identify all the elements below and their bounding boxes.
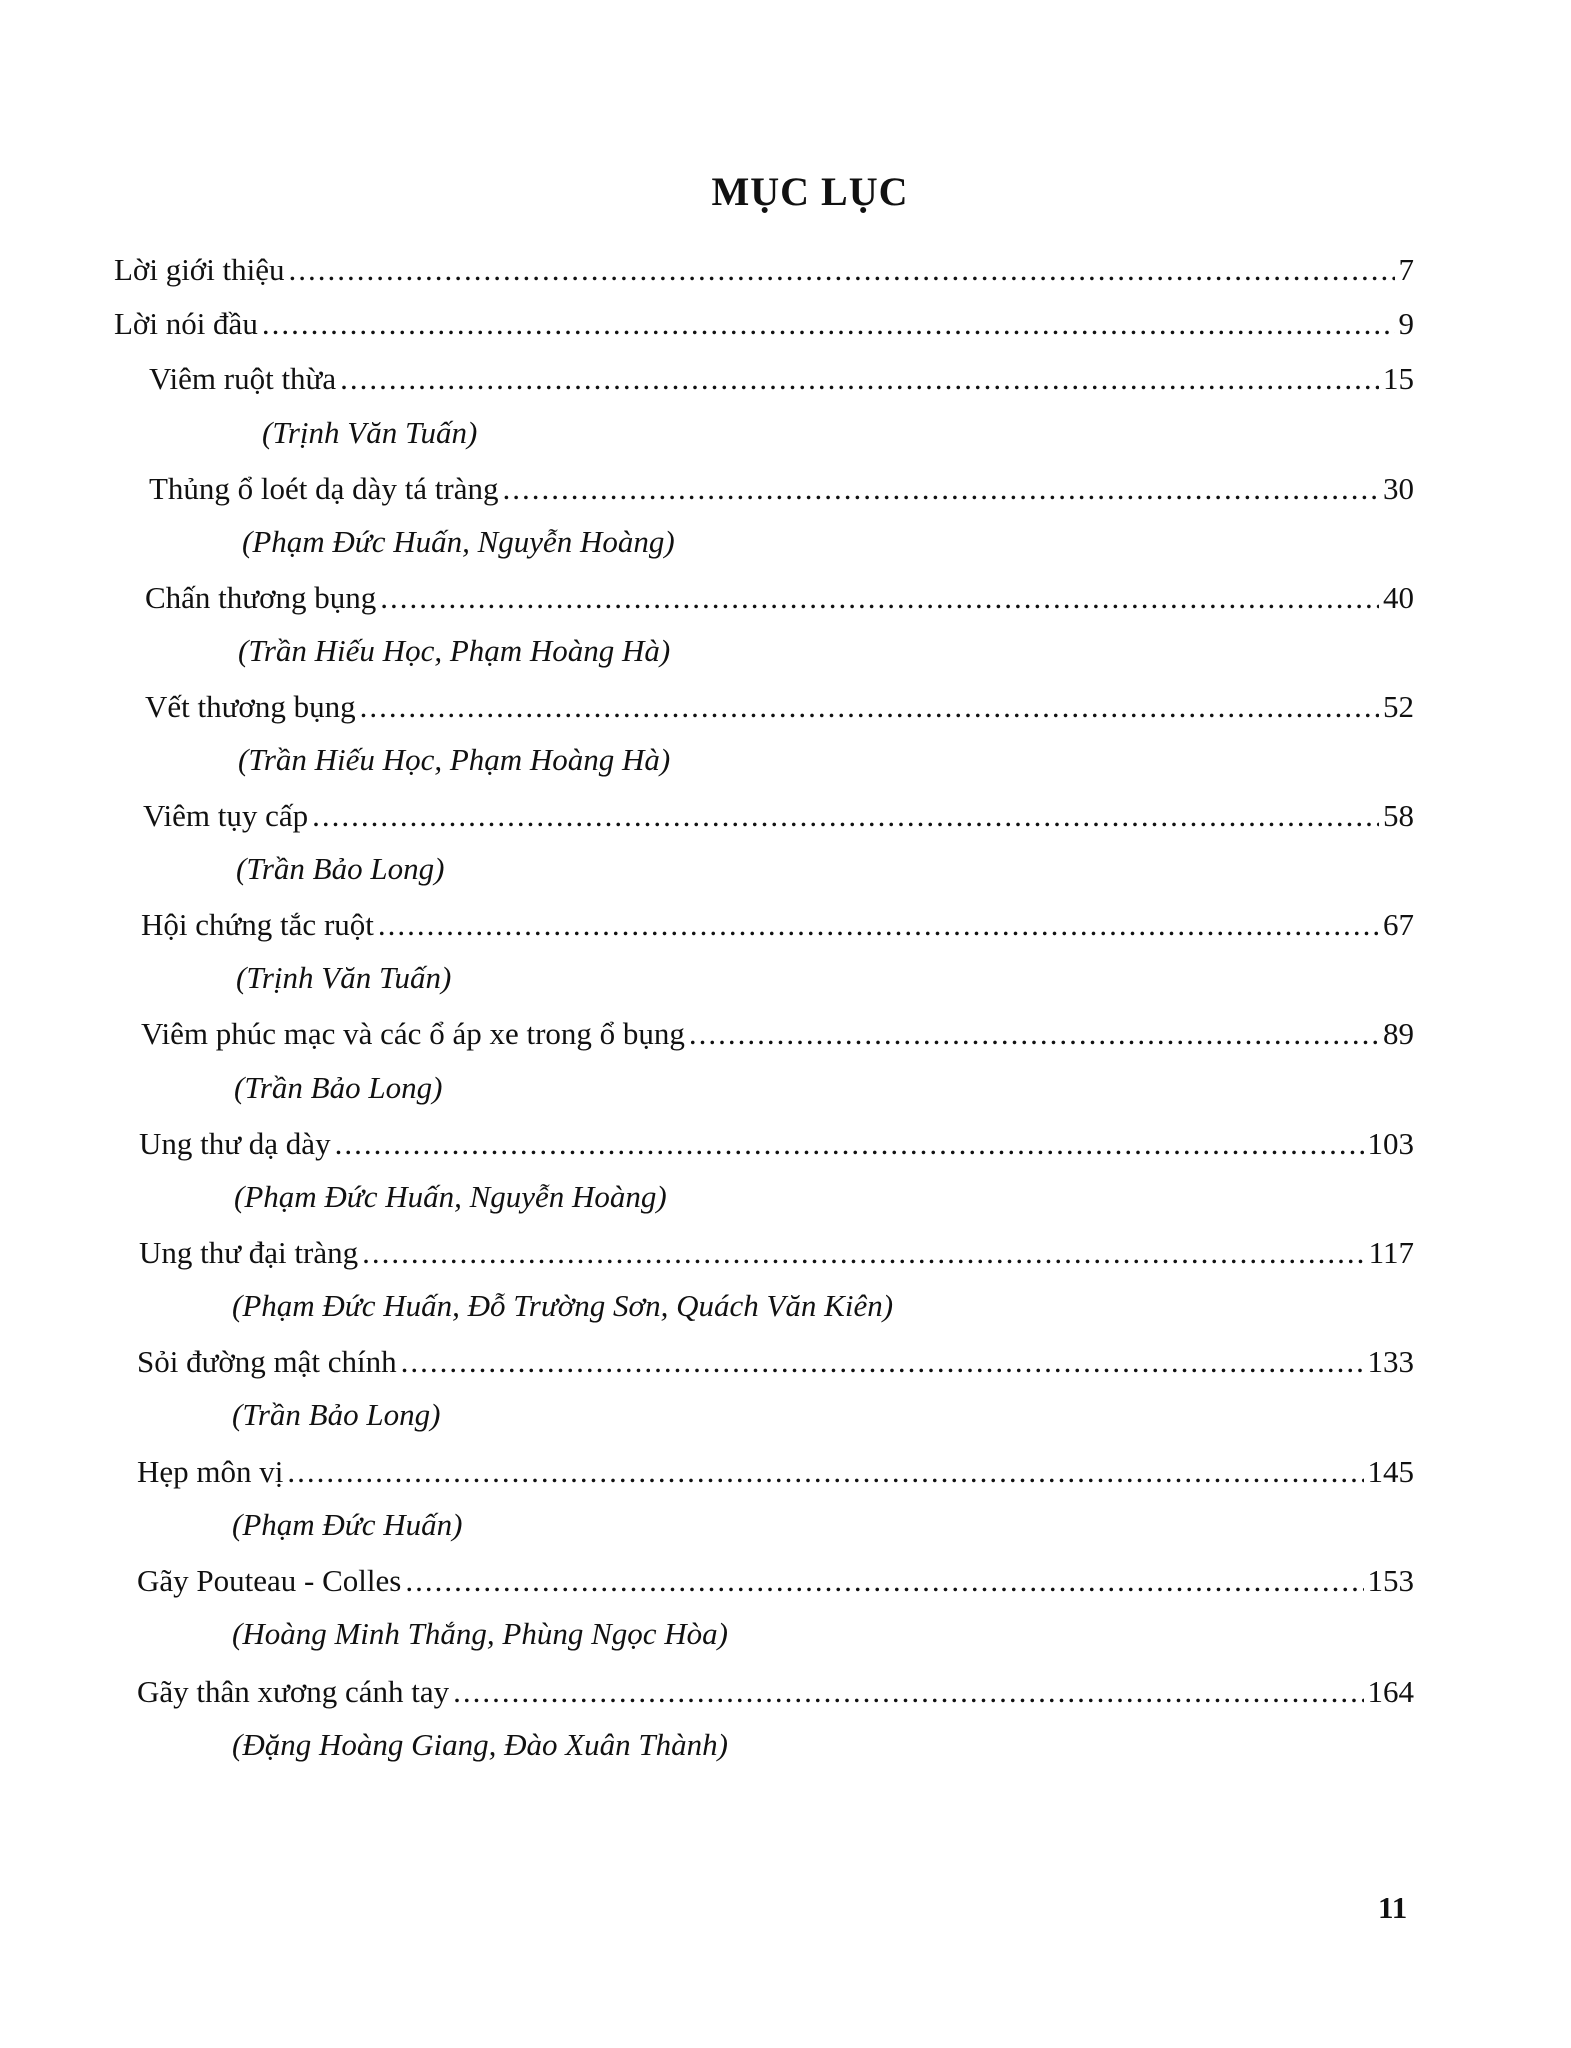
toc-entry bbox=[139, 1235, 1414, 1285]
toc-entry-author: (Hoàng Minh Thắng, Phùng Ngọc Hòa) bbox=[232, 1616, 728, 1651]
toc-entry-label: Hội chứng tắc ruột bbox=[141, 907, 374, 942]
dot-leader bbox=[340, 361, 1379, 397]
toc-entry bbox=[139, 1126, 1414, 1176]
dot-leader bbox=[453, 1674, 1363, 1710]
toc-entry-author: (Trần Hiếu Học, Phạm Hoàng Hà) bbox=[238, 742, 671, 777]
dot-leader bbox=[378, 907, 1379, 943]
toc-entry-label: Ung thư đại tràng bbox=[139, 1235, 359, 1270]
toc-entry bbox=[114, 306, 1414, 356]
toc-entry-page: 58 bbox=[1383, 798, 1414, 833]
toc-entry bbox=[149, 361, 1414, 411]
dot-leader bbox=[262, 306, 1395, 342]
toc-entry-label: Gãy Pouteau - Colles bbox=[137, 1563, 402, 1598]
toc-entry-label: Gãy thân xương cánh tay bbox=[137, 1674, 450, 1709]
toc-entry bbox=[145, 580, 1414, 630]
dot-leader bbox=[312, 798, 1379, 834]
page-title: MỤC LỤC bbox=[711, 169, 909, 214]
toc-entry-author: (Trịnh Văn Tuấn) bbox=[236, 960, 452, 995]
toc-entry-label: Ung thư dạ dày bbox=[139, 1126, 331, 1161]
toc-entry-page: 52 bbox=[1383, 689, 1414, 724]
toc-entry-page: 40 bbox=[1383, 580, 1414, 615]
dot-leader bbox=[689, 1016, 1379, 1052]
toc-entry-author: (Phạm Đức Huấn, Nguyễn Hoàng) bbox=[234, 1179, 667, 1214]
toc-entry-page: 30 bbox=[1383, 471, 1414, 506]
toc-entry-label: Lời giới thiệu bbox=[114, 252, 285, 287]
dot-leader bbox=[401, 1344, 1364, 1380]
toc-entry-page: 133 bbox=[1367, 1344, 1414, 1379]
toc-entry-page: 15 bbox=[1383, 361, 1414, 396]
toc-entry bbox=[145, 689, 1414, 739]
toc-entry bbox=[137, 1344, 1414, 1394]
toc-entry bbox=[137, 1563, 1414, 1613]
toc-entry-page: 103 bbox=[1367, 1126, 1414, 1161]
toc-entry-label: Chấn thương bụng bbox=[145, 580, 377, 615]
toc-entry-page: 89 bbox=[1383, 1016, 1414, 1051]
dot-leader bbox=[360, 689, 1379, 725]
toc-entry-author: (Đặng Hoàng Giang, Đào Xuân Thành) bbox=[232, 1727, 728, 1762]
toc-entry-label: Viêm ruột thừa bbox=[149, 361, 337, 396]
toc-entry bbox=[143, 798, 1414, 848]
toc-entry-label: Lời nói đầu bbox=[114, 306, 258, 341]
toc-entry-author: (Trần Bảo Long) bbox=[232, 1397, 441, 1432]
dot-leader bbox=[503, 471, 1379, 507]
toc-entry-author: (Trần Bảo Long) bbox=[234, 1070, 443, 1105]
toc-entry-page: 153 bbox=[1367, 1563, 1414, 1598]
toc-entry-author: (Phạm Đức Huấn, Đỗ Trường Sơn, Quách Văn Kiên) bbox=[232, 1288, 894, 1323]
toc-entry-page: 145 bbox=[1367, 1454, 1414, 1489]
toc-entry-label: Viêm phúc mạc và các ổ áp xe trong ổ bụng bbox=[141, 1016, 685, 1051]
dot-leader bbox=[287, 1454, 1363, 1490]
toc-entry-page: 7 bbox=[1398, 252, 1414, 287]
page-number: 11 bbox=[1378, 1890, 1408, 1925]
toc-entry bbox=[149, 471, 1414, 521]
toc-entry-page: 9 bbox=[1398, 306, 1414, 341]
toc-entry-label: Thủng ổ loét dạ dày tá tràng bbox=[149, 471, 499, 506]
toc-entry-author: (Phạm Đức Huấn) bbox=[232, 1507, 463, 1542]
dot-leader bbox=[362, 1235, 1365, 1271]
toc-entry-label: Vết thương bụng bbox=[145, 689, 356, 724]
toc-entry-label: Viêm tụy cấp bbox=[143, 798, 309, 833]
toc-entry bbox=[114, 252, 1414, 302]
toc-entry-author: (Phạm Đức Huấn, Nguyễn Hoàng) bbox=[242, 524, 675, 559]
toc-entry-label: Sỏi đường mật chính bbox=[137, 1344, 397, 1379]
dot-leader bbox=[380, 580, 1379, 616]
toc-entry-page: 67 bbox=[1383, 907, 1414, 942]
dot-leader bbox=[335, 1126, 1364, 1162]
toc-entry-author: (Trần Hiếu Học, Phạm Hoàng Hà) bbox=[238, 633, 671, 668]
toc-entry-page: 164 bbox=[1367, 1674, 1414, 1709]
toc-entry-label: Hẹp môn vị bbox=[137, 1454, 284, 1489]
toc-entry bbox=[141, 907, 1414, 957]
dot-leader bbox=[289, 252, 1395, 288]
toc-entry-page: 117 bbox=[1368, 1235, 1414, 1270]
toc-entry bbox=[137, 1454, 1414, 1504]
dot-leader bbox=[405, 1563, 1363, 1599]
toc-entry-author: (Trần Bảo Long) bbox=[236, 851, 445, 886]
toc-entry bbox=[137, 1674, 1414, 1724]
toc-entry bbox=[141, 1016, 1414, 1066]
toc-entry-author: (Trịnh Văn Tuấn) bbox=[262, 415, 478, 450]
